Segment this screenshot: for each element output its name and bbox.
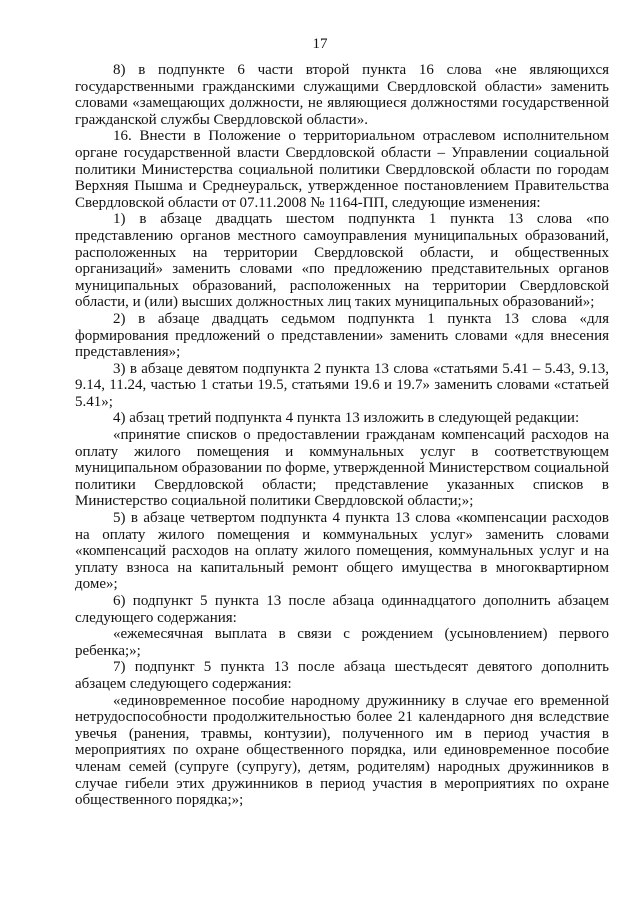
paragraph-amendment-7: 7) подпункт 5 пункта 13 после абзаца шестьдесят девятого дополнить абзацем следующего содержания: bbox=[75, 659, 609, 692]
page-number: 17 bbox=[312, 36, 328, 52]
paragraph-amendment-1: 1) в абзаце двадцать шестом подпункта 1 пункта 13 слова «по представлению органов местного самоуправления муниципальных образований, расположенных на территории Свердловской области, и общественных организаций» заменить словами «по предложению представительных органов муниципальных образований, расположенных на территории Свердловской области, и (или) высших должностных лиц таких муниципальных образований»; bbox=[75, 211, 609, 311]
paragraph-quoted-text-7: «единовременное пособие народному дружиннику в случае его временной нетрудоспособности продолжительностью более 21 календарного дня вследствие увечья (ранения, травмы, контузии), полученного им в период участия в мероприятиях по охране общественного порядка, или единовременное пособие членам семей (супруге (супругу), детям, родителям) народных дружинников в случае гибели этих дружинников в период участия в мероприятиях по охране общественного порядка;»; bbox=[75, 692, 609, 809]
paragraph-amendment-2: 2) в абзаце двадцать седьмом подпункта 1 пункта 13 слова «для формирования предложений о представлении» заменить словами «для внесения представления»; bbox=[75, 310, 609, 361]
paragraph-amendment-8: 8) в подпункте 6 части второй пункта 16 слова «не являющихся государственными гражданскими служащими Свердловской области» заменить словами «замещающих должности, не являющиеся должностями государственной гражданской службы Свердловской области». bbox=[75, 62, 609, 128]
paragraph-quoted-text-4: «принятие списков о предоставлении гражданам компенсаций расходов на оплату жилого помещения и коммунальных услуг в соответствующем муниципальном образовании по форме, утвержденной Министерством социальной политики Свердловской области; представление указанных списков в Министерство социальной политики Свердловской области;»; bbox=[75, 427, 609, 510]
paragraph-quoted-text-6: «ежемесячная выплата в связи с рождением (усыновлением) первого ребенка;»; bbox=[75, 626, 609, 659]
paragraph-amendment-6: 6) подпункт 5 пункта 13 после абзаца одиннадцатого дополнить абзацем следующего содержания: bbox=[75, 593, 609, 626]
document-body bbox=[75, 62, 609, 809]
paragraph-amendment-5: 5) в абзаце четвертом подпункта 4 пункта 13 слова «компенсации расходов на оплату жилого помещения и коммунальных услуг» заменить словами «компенсаций расходов на оплату жилого помещения, коммунальных услуг и на уплату взноса на капитальный ремонт общего имущества в многоквартирном доме»; bbox=[75, 510, 609, 593]
paragraph-amendment-4: 4) абзац третий подпункта 4 пункта 13 изложить в следующей редакции: bbox=[113, 410, 580, 427]
paragraph-section-16: 16. Внести в Положение о территориальном отраслевом исполнительном органе государственной власти Свердловской области – Управлении социальной политики Министерства социальной политики Свердловской области по городам Верхняя Пышма и Среднеуральск, утвержденное постановлением Правительства Свердловской области от 07.11.2008 № 1164-ПП, следующие изменения: bbox=[75, 128, 609, 211]
paragraph-amendment-3: 3) в абзаце девятом подпункта 2 пункта 13 слова «статьями 5.41 – 5.43, 9.13, 9.14, 11.24, частью 1 статьи 19.5, статьями 19.6 и 19.7» заменить словами «статьей 5.41»; bbox=[75, 360, 609, 410]
